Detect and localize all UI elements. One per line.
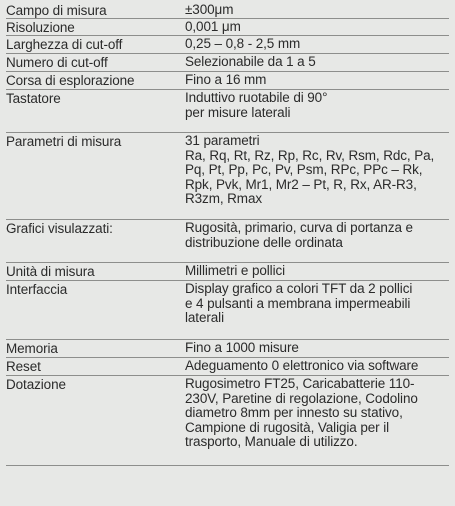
- spec-value-line: trasporto, Manuale di utilizzo.: [185, 434, 358, 450]
- spec-value: [185, 220, 449, 262]
- spec-value: [185, 2, 449, 18]
- spec-value-line: laterali: [185, 310, 224, 326]
- spec-label: Parametri di misura: [6, 134, 122, 149]
- spec-label: Larghezza di cut-off: [6, 37, 123, 52]
- spec-value-line: Adeguamento 0 elettronico via software: [185, 358, 419, 373]
- spec-value-line: Millimetri e pollici: [185, 263, 286, 278]
- spec-row: [6, 72, 449, 90]
- spec-value-line: 0,001 μm: [185, 19, 241, 34]
- spec-value-line: 31 parametri: [185, 133, 260, 148]
- spec-label: Tastatore: [6, 91, 61, 106]
- spec-row: [6, 90, 449, 133]
- spec-value-line: diametro 8mm per innesto su stativo,: [185, 405, 403, 421]
- spec-value: [185, 36, 449, 53]
- spec-label: Corsa di esplorazione: [6, 73, 135, 88]
- spec-value-line: 230V, Paretine di regolazione, Codolino: [185, 390, 418, 406]
- spec-value-line: Display grafico a colori TFT da 2 pollici: [185, 281, 413, 296]
- spec-value-line: Induttivo ruotabile di 90°: [185, 90, 328, 105]
- spec-value-line: per misure laterali: [185, 104, 291, 120]
- spec-row: [6, 376, 449, 466]
- spec-row: [6, 340, 449, 358]
- spec-label: Numero di cut-off: [6, 55, 108, 70]
- spec-value-line: Rugosità, primario, curva di portanza e: [185, 220, 413, 235]
- spec-value-line: Rpk, Pvk, Mr1, Mr2 – Pt, R, Rx, AR-R3,: [185, 176, 417, 192]
- spec-row: [6, 220, 449, 263]
- spec-row: [6, 133, 449, 220]
- spec-label: Reset: [6, 359, 41, 374]
- spec-label: Grafici visulazzati:: [6, 221, 113, 236]
- spec-value-line: Fino a 1000 misure: [185, 340, 299, 355]
- spec-label: Risoluzione: [6, 20, 75, 35]
- spec-value-line: e 4 pulsanti a membrana impermeabili: [185, 295, 411, 311]
- spec-value: [185, 19, 449, 35]
- spec-value-line: ±300μm: [185, 2, 234, 17]
- spec-value-line: R3zm, Rmax: [185, 191, 263, 207]
- spec-value-line: distribuzione delle ordinata: [185, 234, 343, 250]
- spec-value-line: Campione di rugosità, Valigia per il: [185, 419, 390, 435]
- spec-value-line: Pq, Pt, Pp, Pc, Pv, Psm, RPc, PPc – Rk,: [185, 162, 423, 178]
- spec-value: [185, 54, 449, 71]
- spec-row: [6, 358, 449, 376]
- spec-row: [6, 36, 449, 54]
- spec-row: [6, 2, 449, 19]
- spec-label: Interfaccia: [6, 282, 68, 297]
- spec-label: Dotazione: [6, 377, 66, 392]
- spec-label: Memoria: [6, 341, 58, 356]
- spec-value: [185, 133, 449, 219]
- spec-row: [6, 281, 449, 340]
- spec-value-line: Ra, Rq, Rt, Rz, Rp, Rc, Rv, Rsm, Rdc, Pa,: [185, 147, 435, 163]
- spec-value-line: Selezionabile da 1 a 5: [185, 54, 316, 69]
- spec-value-line: Fino a 16 mm: [185, 72, 267, 87]
- spec-value: [185, 90, 449, 132]
- spec-value-line: Rugosimetro FT25, Caricabatterie 110-: [185, 376, 415, 391]
- spec-value-line: 0,25 – 0,8 - 2,5 mm: [185, 36, 301, 51]
- spec-value: [185, 72, 449, 89]
- spec-label: Unità di misura: [6, 264, 95, 279]
- spec-label: Campo di misura: [6, 3, 107, 18]
- spec-row: [6, 263, 449, 281]
- spec-value: [185, 358, 449, 375]
- spec-row: [6, 19, 449, 36]
- spec-value: [185, 263, 449, 280]
- spec-value: [185, 376, 449, 465]
- spec-value: [185, 340, 449, 357]
- spec-value: [185, 281, 449, 339]
- spec-row: [6, 54, 449, 72]
